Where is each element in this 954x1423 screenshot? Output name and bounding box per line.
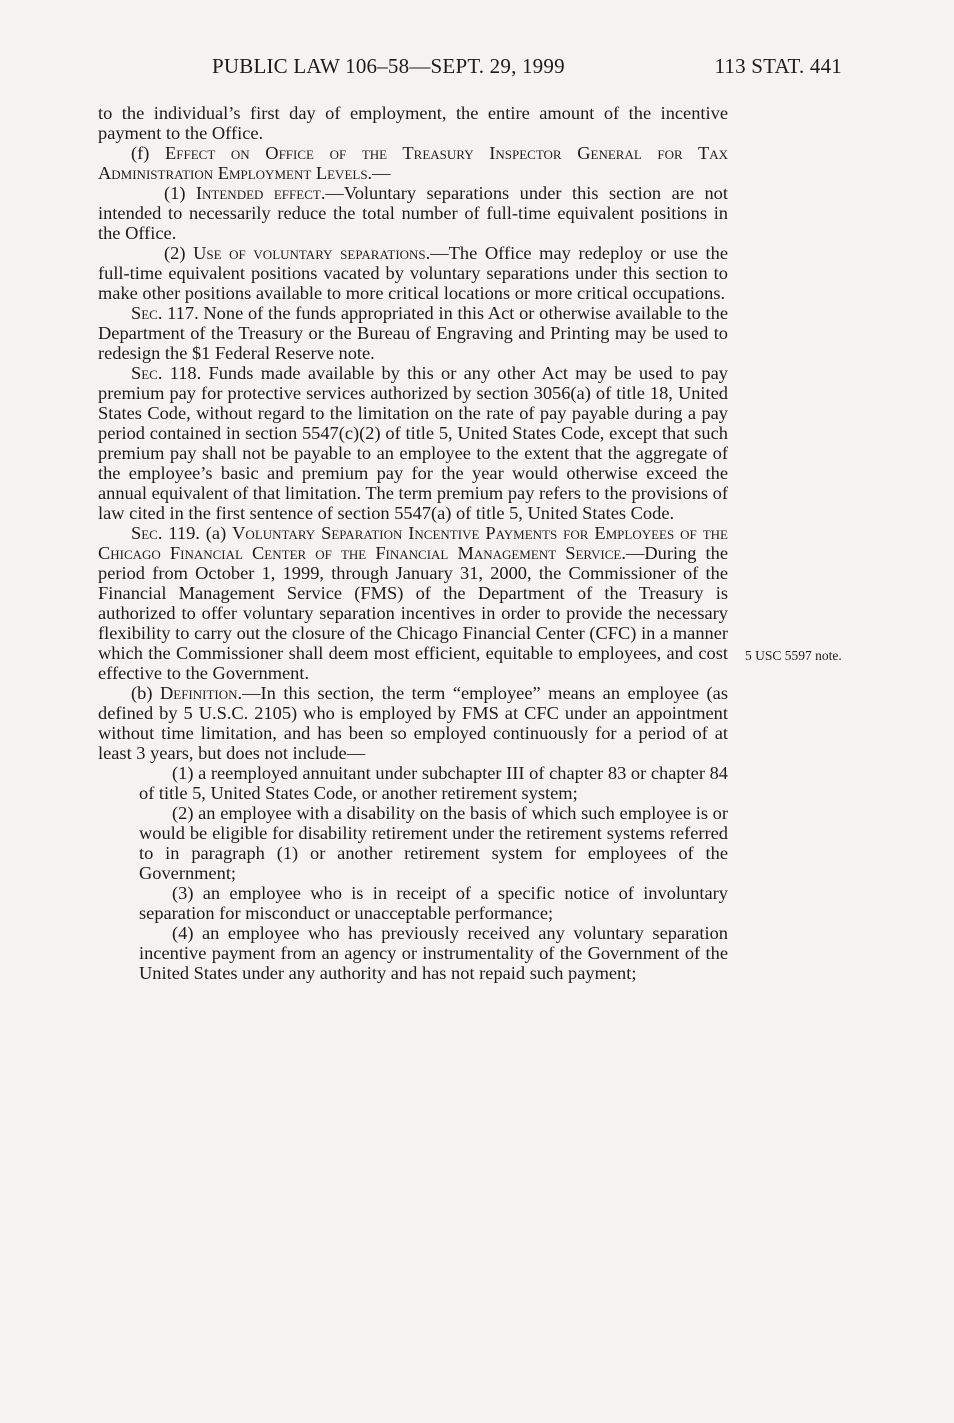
section-117 [98,303,728,363]
subsection-f [98,143,728,183]
paragraph-b3: (3) an employee who is in receipt of a specific notice of involuntary separation for misconduct or unacceptable performance; [139,883,728,923]
page-header [212,54,842,84]
paragraph-f2-text: —The Office may redeploy or use the full-time equivalent positions vacated by voluntary separations under this section to make other positions available to more critical locations or more critical occupations. [98,243,728,303]
section-119-heading: Voluntary Separation Incentive Payments for Employees of the Chicago Financial Center of the Financial Management Service. [98,523,728,563]
section-118-text: Funds made available by this or any other Act may be used to pay premium pay for protective services authorized by section 3056(a) of title 18, United States Code, without regard to the limitation on the rate of pay payable during a pay period contained in section 5547(c)(2) of title 5, United States Code, except that such premium pay shall not be payable to an employee to the extent that the aggregate of the employee’s basic and premium pay for the year would otherwise exceed the annual equivalent of that limitation. The term premium pay refers to the provisions of law cited in the first sentence of section 5547(a) of title 5, United States Code. [98,363,728,523]
subsection-b [98,683,728,763]
subsection-f-heading: Effect on Office of the Treasury Inspector General for Tax Administration Employment Levels. [98,143,728,183]
section-119 [98,523,728,683]
section-119-text: —During the period from October 1, 1999, through January 31, 2000, the Commissioner of the Financial Management Service (FMS) of the Department of the Treasury is authorized to offer voluntary separation incentives in order to provide the necessary flexibility to carry out the closure of the Chicago Financial Center (CFC) in a manner which the Commissioner shall deem most efficient, equitable to employees, and cost effective to the Government. [98,543,728,683]
running-head: PUBLIC LAW 106–58—SEPT. 29, 1999 [212,54,565,78]
paragraph-f1-text: —Voluntary separations under this section are not intended to necessarily reduce the total number of full-time equivalent positions in the Office. [98,183,728,243]
paragraph-b4: (4) an employee who has previously received any voluntary separation incentive payment from an agency or instrumentality of the Government of the United States under any authority and has not repaid such payment; [139,923,728,983]
section-117-text: None of the funds appropriated in this Act or otherwise available to the Department of the Treasury or the Bureau of Engraving and Printing may be used to redesign the $1 Federal Reserve note. [98,303,728,363]
subsection-b-heading: Definition. [159,683,243,703]
subsection-b-label: (b) [131,683,160,703]
section-119-label: Sec. 119. [131,523,200,543]
paragraph-b1: (1) a reemployed annuitant under subchapter III of chapter 83 or chapter 84 of title 5, United States Code, or another retirement system; [139,763,728,803]
paragraph-continuation: to the individual’s first day of employment, the entire amount of the incentive payment to the Office. [98,103,728,143]
margin-note: 5 USC 5597 note. [745,648,842,663]
paragraph-f2 [98,243,728,303]
paragraph-f1-label: (1) [164,183,196,203]
section-118 [98,363,728,523]
statute-page-number: 113 STAT. 441 [714,54,842,78]
section-117-label: Sec. 117. [131,303,199,323]
document-body [98,103,728,983]
subsection-f-dash: — [372,163,391,183]
paragraph-f1-heading: Intended effect. [195,183,326,203]
subsection-f-label: (f) [131,143,166,163]
paragraph-f2-label: (2) [164,243,194,263]
subsection-b-text: —In this section, the term “employee” means an employee (as defined by 5 U.S.C. 2105) who is employed by FMS at CFC under an appointment without time limitation, and has been so employed continuously for a period of at least 3 years, but does not include— [98,683,728,763]
paragraph-f2-heading: Use of voluntary separations. [193,243,431,263]
section-118-label: Sec. 118. [131,363,202,383]
paragraph-b2: (2) an employee with a disability on the basis of which such employee is or would be eligible for disability retirement under the retirement systems referred to in paragraph (1) or another retirement system for employees of the Government; [139,803,728,883]
paragraph-f1 [98,183,728,243]
section-119-subsection-a: (a) [199,523,233,543]
